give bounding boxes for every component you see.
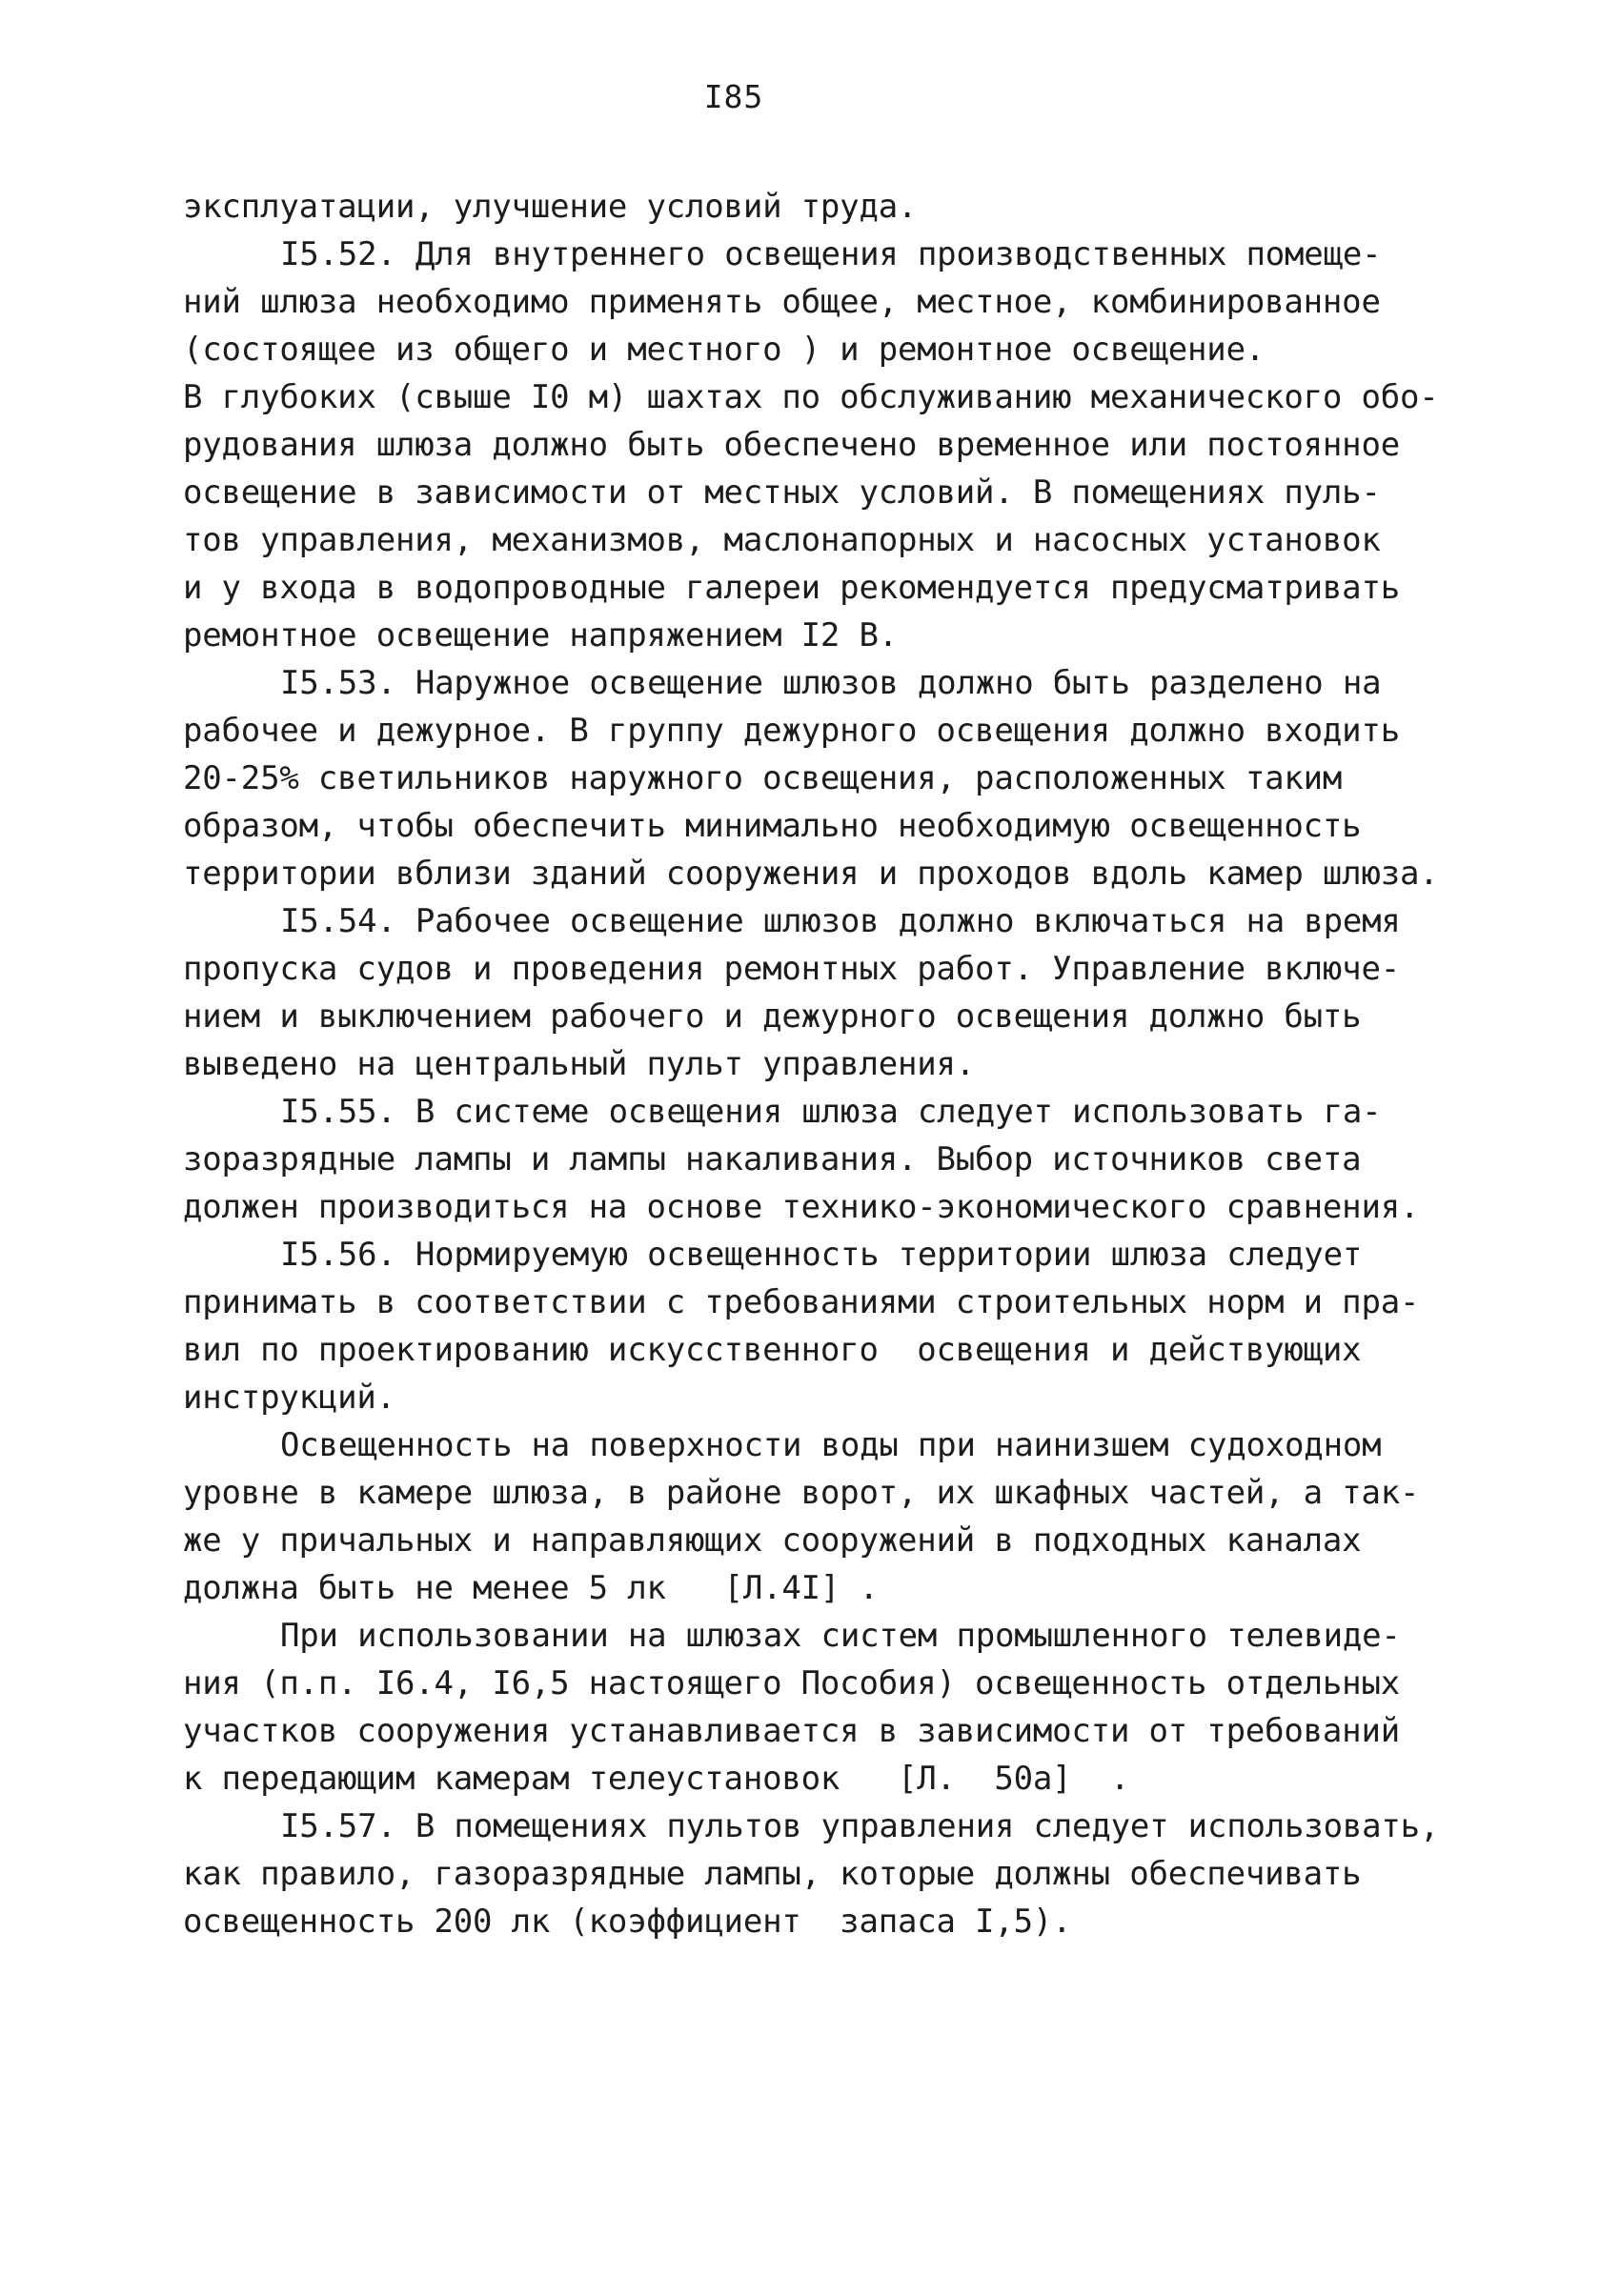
body-text (183, 183, 1498, 1945)
text-line: территории вблизи зданий сооружения и проходов вдоль камер шлюза. (183, 855, 1439, 893)
text-line: должна быть не менее 5 лк [Л.4I] . (183, 1569, 879, 1607)
text-line: I5.52. Для внутреннего освещения производственных помеще- (280, 235, 1382, 273)
text-line: I5.56. Нормируемую освещенность территории шлюза следует (280, 1236, 1363, 1274)
text-line: эксплуатации, улучшение условий труда. (183, 188, 918, 226)
text-line: пропуска судов и проведения ремонтных работ. Управление включе- (183, 950, 1400, 988)
text-line: I5.53. Наружное освещение шлюзов должно быть разделено на (280, 664, 1382, 702)
text-line: нием и выключением рабочего и дежурного освещения должно быть (183, 997, 1362, 1036)
text-line: инструкций. (183, 1379, 395, 1417)
text-line: рабочее и дежурное. В группу дежурного освещения должно входить (183, 712, 1400, 750)
page-number: I85 (703, 78, 764, 115)
text-line: освещение в зависимости от местных условий. В помещениях пуль- (183, 473, 1381, 512)
text-line: При использовании на шлюзах систем промышленного телевиде- (280, 1617, 1401, 1655)
text-line: освещенность 200 лк (коэффициент запаса I,5). (183, 1903, 1072, 1941)
text-line: I5.57. В помещениях пультов управления следует использовать, (280, 1807, 1440, 1845)
text-line: ний шлюза необходимо применять общее, местное, комбинированное (183, 283, 1381, 321)
text-line: уровне в камере шлюза, в районе ворот, их шкафных частей, а так- (183, 1474, 1420, 1512)
text-line: В глубоких (свыше I0 м) шахтах по обслуживанию механического обо- (183, 378, 1439, 416)
text-line: 20-25% светильников наружного освещения, расположенных таким (183, 759, 1343, 797)
text-line: (состоящее из общего и местного ) и ремонтное освещение. (183, 331, 1266, 369)
text-line: к передающим камерам телеустановок [Л. 50а] . (183, 1760, 1130, 1798)
text-line: I5.54. Рабочее освещение шлюзов должно включаться на время (280, 902, 1401, 940)
text-line: принимать в соответствии с требованиями строительных норм и пра- (183, 1283, 1420, 1321)
text-line: Освещенность на поверхности воды при наинизшем судоходном (280, 1426, 1382, 1464)
text-line: зоразрядные лампы и лампы накаливания. Выбор источников света (183, 1140, 1362, 1178)
text-line: же у причальных и направляющих сооружений в подходных каналах (183, 1521, 1362, 1560)
text-line: рудования шлюза должно быть обеспечено временное или постоянное (183, 426, 1400, 464)
text-line: I5.55. В системе освещения шлюза следует использовать га- (280, 1093, 1382, 1131)
text-line: вил по проектированию искусственного освещения и действующих (183, 1331, 1362, 1369)
text-line: как правило, газоразрядные лампы, которые должны обеспечивать (183, 1855, 1362, 1893)
text-line: выведено на центральный пульт управления. (183, 1045, 976, 1083)
text-line: ния (п.п. I6.4, I6,5 настоящего Пособия) освещенность отдельных (183, 1664, 1400, 1702)
text-line: и у входа в водопроводные галереи рекомендуется предусматривать (183, 569, 1400, 607)
text-line: участков сооружения устанавливается в зависимости от требований (183, 1712, 1400, 1750)
text-line: ремонтное освещение напряжением I2 В. (183, 616, 898, 655)
text-line: должен производиться на основе технико-экономического сравнения. (183, 1188, 1420, 1226)
text-line: тов управления, механизмов, маслонапорных и насосных установок (183, 521, 1381, 559)
text-line: образом, чтобы обеспечить минимально необходимую освещенность (183, 807, 1362, 845)
